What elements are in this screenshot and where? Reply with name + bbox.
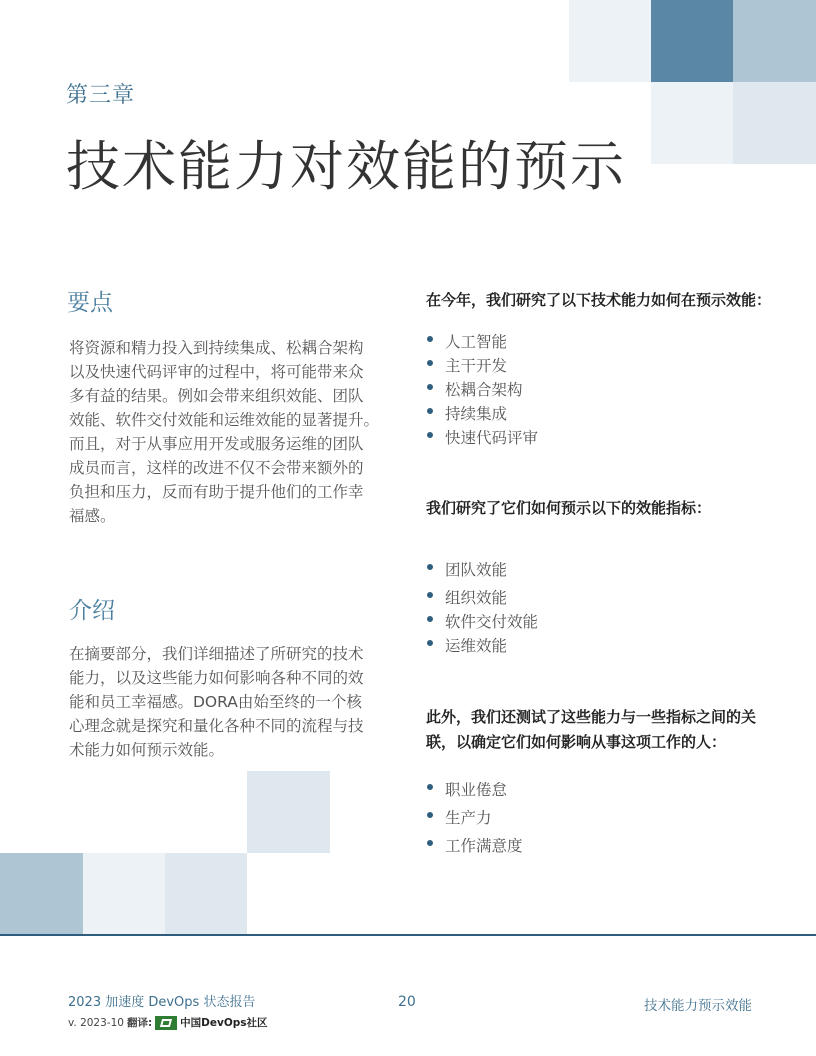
metrics-list bbox=[426, 558, 538, 658]
list-item: 持续集成 bbox=[426, 402, 538, 426]
devops-logo-icon bbox=[155, 1016, 177, 1030]
report-title: 2023 加速度 DevOps 状态报告 bbox=[68, 995, 256, 1010]
list-item: 团队效能 bbox=[426, 558, 538, 586]
text-line: 多有益的结果。例如会带来组织效能、团队 bbox=[69, 387, 364, 405]
key-points-text bbox=[69, 336, 379, 528]
text-line: 负担和压力，反而有助于提升他们的工作幸 bbox=[69, 483, 364, 501]
wellbeing-list bbox=[426, 778, 523, 862]
text-line: 在摘要部分，我们详细描述了所研究的技术 bbox=[69, 645, 364, 663]
version-line bbox=[68, 1015, 268, 1030]
text-line: 而且，对于从事应用开发或服务运维的团队 bbox=[69, 435, 364, 453]
text-line: 术能力如何预示效能。 bbox=[69, 741, 225, 759]
text-line: 福感。 bbox=[69, 507, 116, 525]
list-item: 主干开发 bbox=[426, 354, 538, 378]
metrics-heading: 我们研究了它们如何预示以下的效能指标： bbox=[426, 499, 712, 517]
decor-square bbox=[247, 771, 330, 853]
list-item: 人工智能 bbox=[426, 330, 538, 354]
list-item: 软件交付效能 bbox=[426, 610, 538, 634]
decor-square bbox=[165, 853, 247, 935]
section-name: 技术能力预示效能 bbox=[644, 998, 752, 1014]
intro-text bbox=[69, 642, 364, 762]
page-title: 技术能力对效能的预示 bbox=[66, 135, 626, 198]
logo-text: 中国DevOps社区 bbox=[180, 1017, 268, 1029]
list-item: 快速代码评审 bbox=[426, 426, 538, 450]
footer-divider bbox=[0, 934, 816, 936]
text-line: 能和员工幸福感。DORA由始至终的一个核 bbox=[69, 693, 362, 711]
decor-square bbox=[733, 82, 816, 164]
decor-square bbox=[83, 853, 165, 935]
version-label: v. 2023-10 bbox=[68, 1016, 124, 1029]
text-line: 将资源和精力投入到持续集成、松耦合架构 bbox=[69, 339, 364, 357]
heading-line: 此外，我们还测试了这些能力与一些指标之间的关 bbox=[426, 708, 757, 726]
list-item: 工作满意度 bbox=[426, 834, 523, 862]
intro-heading: 介绍 bbox=[69, 598, 115, 624]
list-item: 生产力 bbox=[426, 806, 523, 834]
decor-square bbox=[651, 82, 733, 164]
list-item: 组织效能 bbox=[426, 586, 538, 610]
text-line: 心理念就是探究和量化各种不同的流程与技 bbox=[69, 717, 364, 735]
key-points-heading: 要点 bbox=[67, 290, 113, 316]
text-line: 效能、软件交付效能和运维效能的显著提升。 bbox=[69, 411, 380, 429]
list-item: 运维效能 bbox=[426, 634, 538, 658]
translate-label: 翻译: bbox=[126, 1017, 153, 1029]
capabilities-heading: 在今年，我们研究了以下技术能力如何在预示效能： bbox=[426, 291, 772, 309]
heading-line: 联，以确定它们如何影响从事这项工作的人： bbox=[426, 733, 727, 751]
text-line: 能力，以及这些能力如何影响各种不同的效 bbox=[69, 669, 364, 687]
capabilities-list bbox=[426, 330, 538, 450]
chapter-label: 第三章 bbox=[66, 83, 136, 108]
page-number: 20 bbox=[398, 994, 416, 1010]
wellbeing-heading bbox=[426, 705, 794, 755]
decor-square bbox=[569, 0, 651, 82]
decor-square bbox=[0, 853, 83, 935]
decor-square bbox=[733, 0, 816, 82]
text-line: 成员而言，这样的改进不仅不会带来额外的 bbox=[69, 459, 364, 477]
text-line: 以及快速代码评审的过程中，将可能带来众 bbox=[69, 363, 364, 381]
list-item: 松耦合架构 bbox=[426, 378, 538, 402]
list-item: 职业倦怠 bbox=[426, 778, 523, 806]
decor-square bbox=[651, 0, 733, 82]
